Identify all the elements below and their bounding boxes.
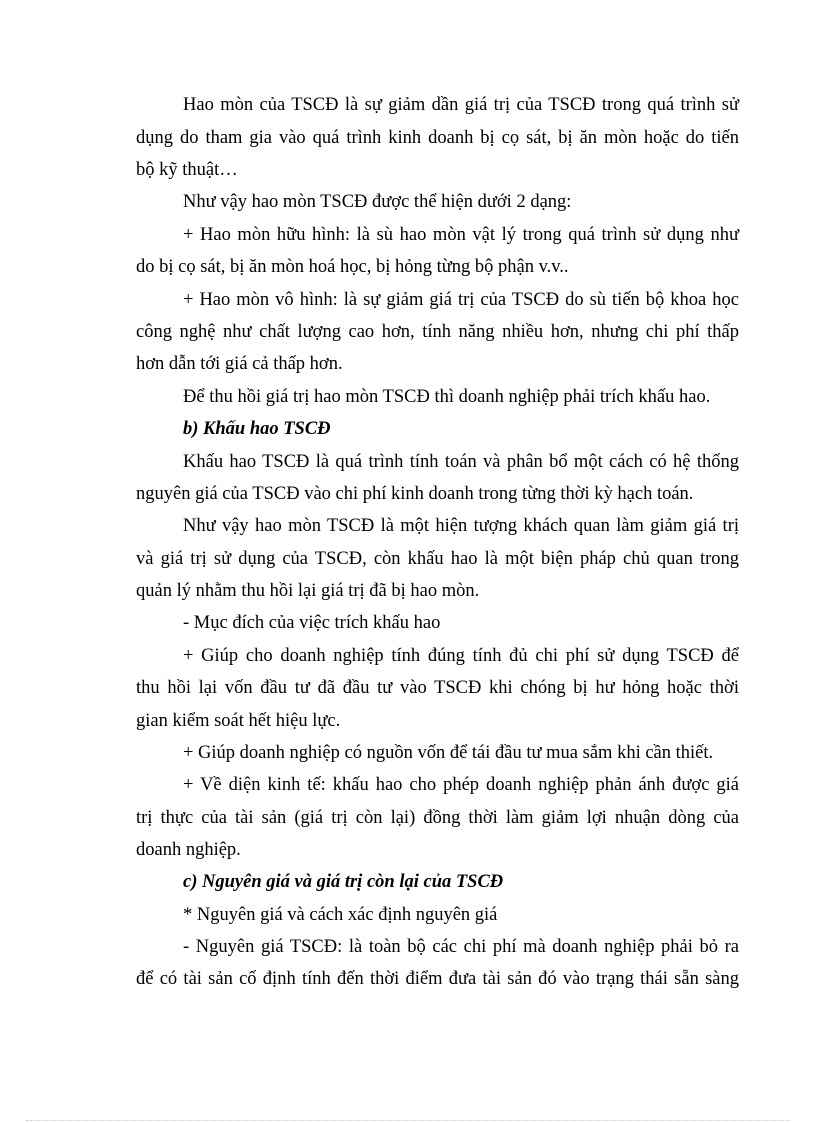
- section-heading: b) Khấu hao TSCĐ: [183, 419, 331, 439]
- body-line: + Về diện kinh tế: khấu hao cho phép doanh nghiệp phản ánh được giá: [183, 775, 739, 795]
- body-line: bộ kỹ thuật…: [136, 160, 238, 180]
- body-line: gian kiểm soát hết hiệu lực.: [136, 711, 341, 731]
- section-heading: c) Nguyên giá và giá trị còn lại của TSCĐ: [183, 872, 504, 892]
- body-line: để có tài sản cố định tính đến thời điểm đưa tài sản đó vào trạng thái sẵn sàng: [136, 969, 739, 989]
- body-line: Khấu hao TSCĐ là quá trình tính toán và phân bổ một cách có hệ thống: [183, 452, 739, 472]
- body-line: doanh nghiệp.: [136, 840, 241, 860]
- body-line: + Hao mòn hữu hình: là sù hao mòn vật lý trong quá trình sử dụng như: [183, 225, 739, 245]
- body-line: quản lý nhằm thu hồi lại giá trị đã bị hao mòn.: [136, 581, 480, 601]
- body-line: dụng do tham gia vào quá trình kinh doanh bị cọ sát, bị ăn mòn hoặc do tiến: [136, 128, 739, 148]
- body-line: + Giúp cho doanh nghiệp tính đúng tính đủ chi phí sử dụng TSCĐ để: [183, 646, 739, 666]
- body-line: + Giúp doanh nghiệp có nguồn vốn để tái đầu tư mua sắm khi cần thiết.: [183, 743, 714, 763]
- body-line: + Hao mòn vô hình: là sự giảm giá trị của TSCĐ do sù tiến bộ khoa học: [183, 290, 739, 310]
- body-line: nguyên giá của TSCĐ vào chi phí kinh doanh trong từng thời kỳ hạch toán.: [136, 484, 694, 504]
- footer-divider: [26, 1120, 790, 1121]
- body-line: - Mục đích của việc trích khấu hao: [183, 613, 441, 633]
- body-line: Như vậy hao mòn TSCĐ là một hiện tượng khách quan làm giảm giá trị: [183, 516, 739, 536]
- body-line: do bị cọ sát, bị ăn mòn hoá học, bị hỏng từng bộ phận v.v..: [136, 257, 569, 277]
- body-line: hơn dẫn tới giá cả thấp hơn.: [136, 354, 343, 374]
- body-line: công nghệ như chất lượng cao hơn, tính năng nhiều hơn, nhưng chi phí thấp: [136, 322, 739, 342]
- body-line: Để thu hồi giá trị hao mòn TSCĐ thì doanh nghiệp phải trích khấu hao.: [183, 387, 711, 407]
- body-line: Như vậy hao mòn TSCĐ được thể hiện dưới 2 dạng:: [183, 192, 572, 212]
- body-line: trị thực của tài sản (giá trị còn lại) đồng thời làm giảm lợi nhuận dòng của: [136, 808, 739, 828]
- body-line: Hao mòn của TSCĐ là sự giảm dần giá trị của TSCĐ trong quá trình sử: [183, 95, 739, 115]
- body-line: * Nguyên giá và cách xác định nguyên giá: [183, 905, 498, 925]
- body-line: thu hồi lại vốn đầu tư đã đầu tư vào TSCĐ khi chóng bị hư hỏng hoặc thời: [136, 678, 739, 698]
- body-line: và giá trị sử dụng của TSCĐ, còn khấu hao là một biện pháp chủ quan trong: [136, 549, 739, 569]
- body-line: - Nguyên giá TSCĐ: là toàn bộ các chi phí mà doanh nghiệp phải bỏ ra: [183, 937, 739, 957]
